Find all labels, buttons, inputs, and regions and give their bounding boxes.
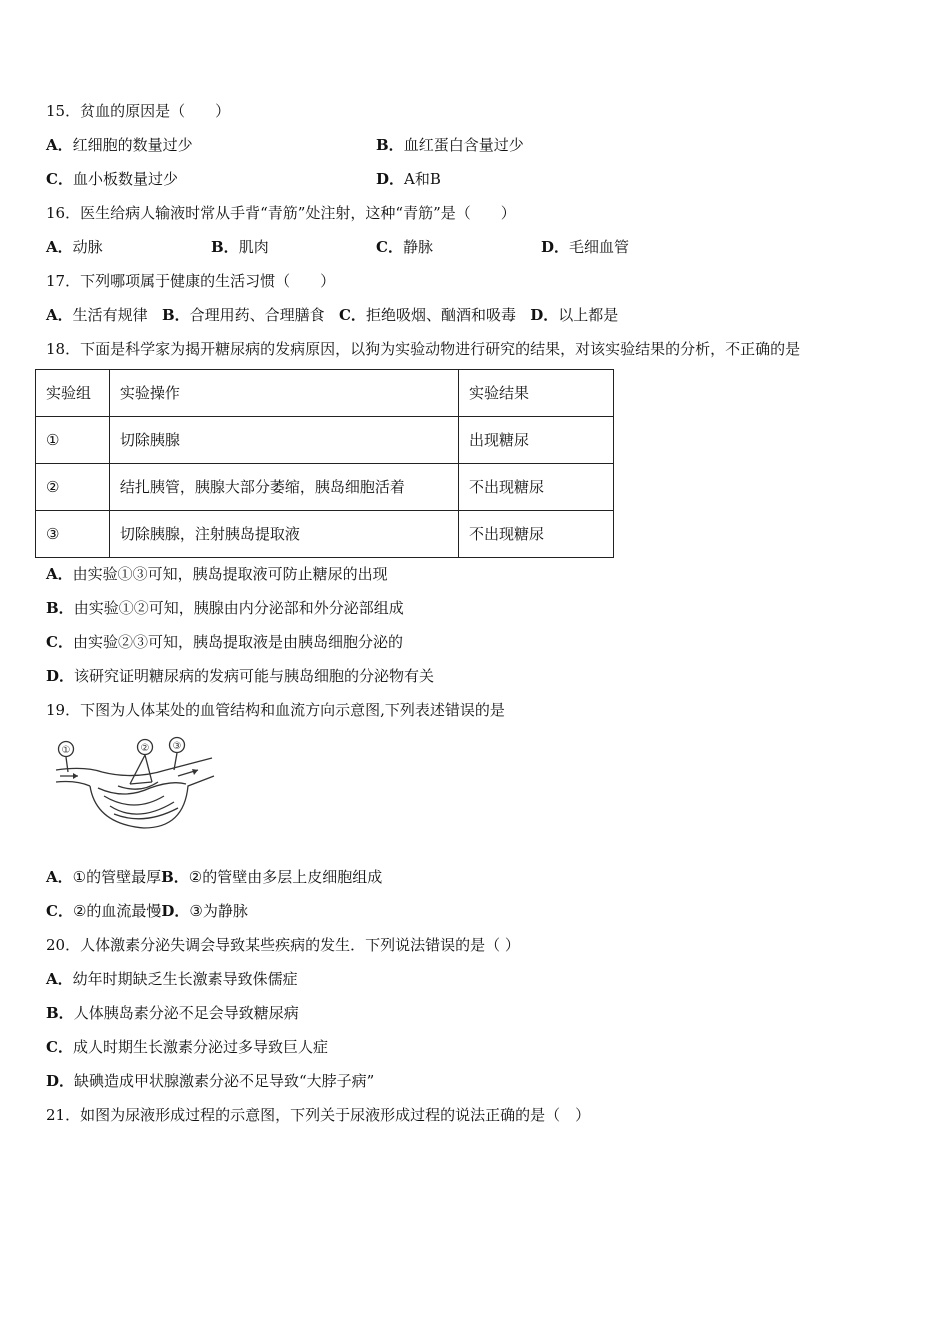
table-header-row xyxy=(36,370,614,417)
q17-option-c: C．拒绝吸烟、酗酒和吸毒 xyxy=(338,306,516,324)
q18-option-c: C．由实验②③可知，胰岛提取液是由胰岛细胞分泌的 xyxy=(46,633,403,651)
q15-stem: 15．贫血的原因是（ ） xyxy=(46,102,231,120)
q17-option-d: D．以上都是 xyxy=(530,306,619,324)
table-cell: ① xyxy=(36,417,110,464)
q19-option-d: D．③为静脉 xyxy=(161,902,248,920)
figure-label-2: ② xyxy=(140,743,150,754)
table-header-cell: 实验组 xyxy=(36,370,110,417)
q19-stem: 19．下图为人体某处的血管结构和血流方向示意图,下列表述错误的是 xyxy=(46,701,505,719)
q17-stem: 17．下列哪项属于健康的生活习惯（ ） xyxy=(46,272,336,290)
q20-option-a: A．幼年时期缺乏生长激素导致侏儒症 xyxy=(46,970,298,988)
q19-option-a: A．①的管壁最厚 xyxy=(46,868,162,886)
table-row xyxy=(36,511,614,558)
table-row xyxy=(36,464,614,511)
table-cell: ② xyxy=(36,464,110,511)
q18-stem: 18．下面是科学家为揭开糖尿病的发病原因，以狗为实验动物进行研究的结果，对该实验结果的分析，不正确的是 xyxy=(46,340,801,358)
capillary-loop xyxy=(104,796,164,805)
q19-options-row-1 xyxy=(46,867,382,887)
q15-option-c: C．血小板数量过少 xyxy=(46,170,178,188)
table-header-cell: 实验操作 xyxy=(109,370,458,417)
table-cell: 切除胰腺，注射胰岛提取液 xyxy=(109,511,458,558)
figure-label-3: ③ xyxy=(172,741,182,752)
q15-option-a: A．红细胞的数量过少 xyxy=(46,136,193,154)
q18-option-b: B．由实验①②可知，胰腺由内分泌部和外分泌部组成 xyxy=(46,599,404,617)
pointer-line-1 xyxy=(66,757,68,772)
q18-option-d: D．该研究证明糖尿病的发病可能与胰岛细胞的分泌物有关 xyxy=(46,667,435,685)
q16-option-b: B．肌肉 xyxy=(211,238,269,256)
figure-label-1: ① xyxy=(61,745,71,756)
q16-option-d: D．毛细血管 xyxy=(541,238,630,256)
artery-wall-top xyxy=(56,768,102,772)
pointer-lines-2 xyxy=(130,755,152,784)
flow-arrowhead xyxy=(73,773,78,779)
q20-option-b: B．人体胰岛素分泌不足会导致糖尿病 xyxy=(46,1004,299,1022)
q17-options xyxy=(46,305,618,325)
q16-option-c: C．静脉 xyxy=(376,238,433,256)
q19-option-b: B．②的管壁由多层上皮细胞组成 xyxy=(161,868,383,886)
q20-option-c: C．成人时期生长激素分泌过多导致巨人症 xyxy=(46,1038,328,1056)
q16-option-a: A．动脉 xyxy=(46,238,103,256)
artery-wall-bottom xyxy=(56,782,90,787)
table-cell: 结扎胰管，胰腺大部分萎缩，胰岛细胞活着 xyxy=(109,464,458,511)
blood-vessel-diagram xyxy=(54,736,216,832)
q21-stem: 21．如图为尿液形成过程的示意图，下列关于尿液形成过程的说法正确的是（ ） xyxy=(46,1106,591,1124)
q19-option-c: C．②的血流最慢 xyxy=(46,902,162,920)
table-cell: 出现糖尿 xyxy=(458,417,613,464)
q17-option-a: A．生活有规律 xyxy=(46,306,148,324)
q15-option-b: B．血红蛋白含量过少 xyxy=(376,136,524,154)
q18-experiment-table xyxy=(35,369,614,558)
q18-option-a: A．由实验①③可知，胰岛提取液可防止糖尿的出现 xyxy=(46,565,388,583)
table-cell: 不出现糖尿 xyxy=(458,464,613,511)
q20-option-d: D．缺碘造成甲状腺激素分泌不足导致“大脖子病” xyxy=(46,1072,375,1090)
q20-stem: 20．人体激素分泌失调会导致某些疾病的发生．下列说法错误的是（ ） xyxy=(46,936,520,954)
q19-options-row-2 xyxy=(46,901,248,921)
table-row xyxy=(36,417,614,464)
table-cell: 不出现糖尿 xyxy=(458,511,613,558)
table-header-cell: 实验结果 xyxy=(458,370,613,417)
table-cell: ③ xyxy=(36,511,110,558)
q17-option-b: B．合理用药、合理膳食 xyxy=(161,306,325,324)
table-cell: 切除胰腺 xyxy=(109,417,458,464)
q15-option-d: D．A和B xyxy=(376,170,441,188)
q16-stem: 16．医生给病人输液时常从手背“青筋”处注射，这种“青筋”是（ ） xyxy=(46,204,516,222)
